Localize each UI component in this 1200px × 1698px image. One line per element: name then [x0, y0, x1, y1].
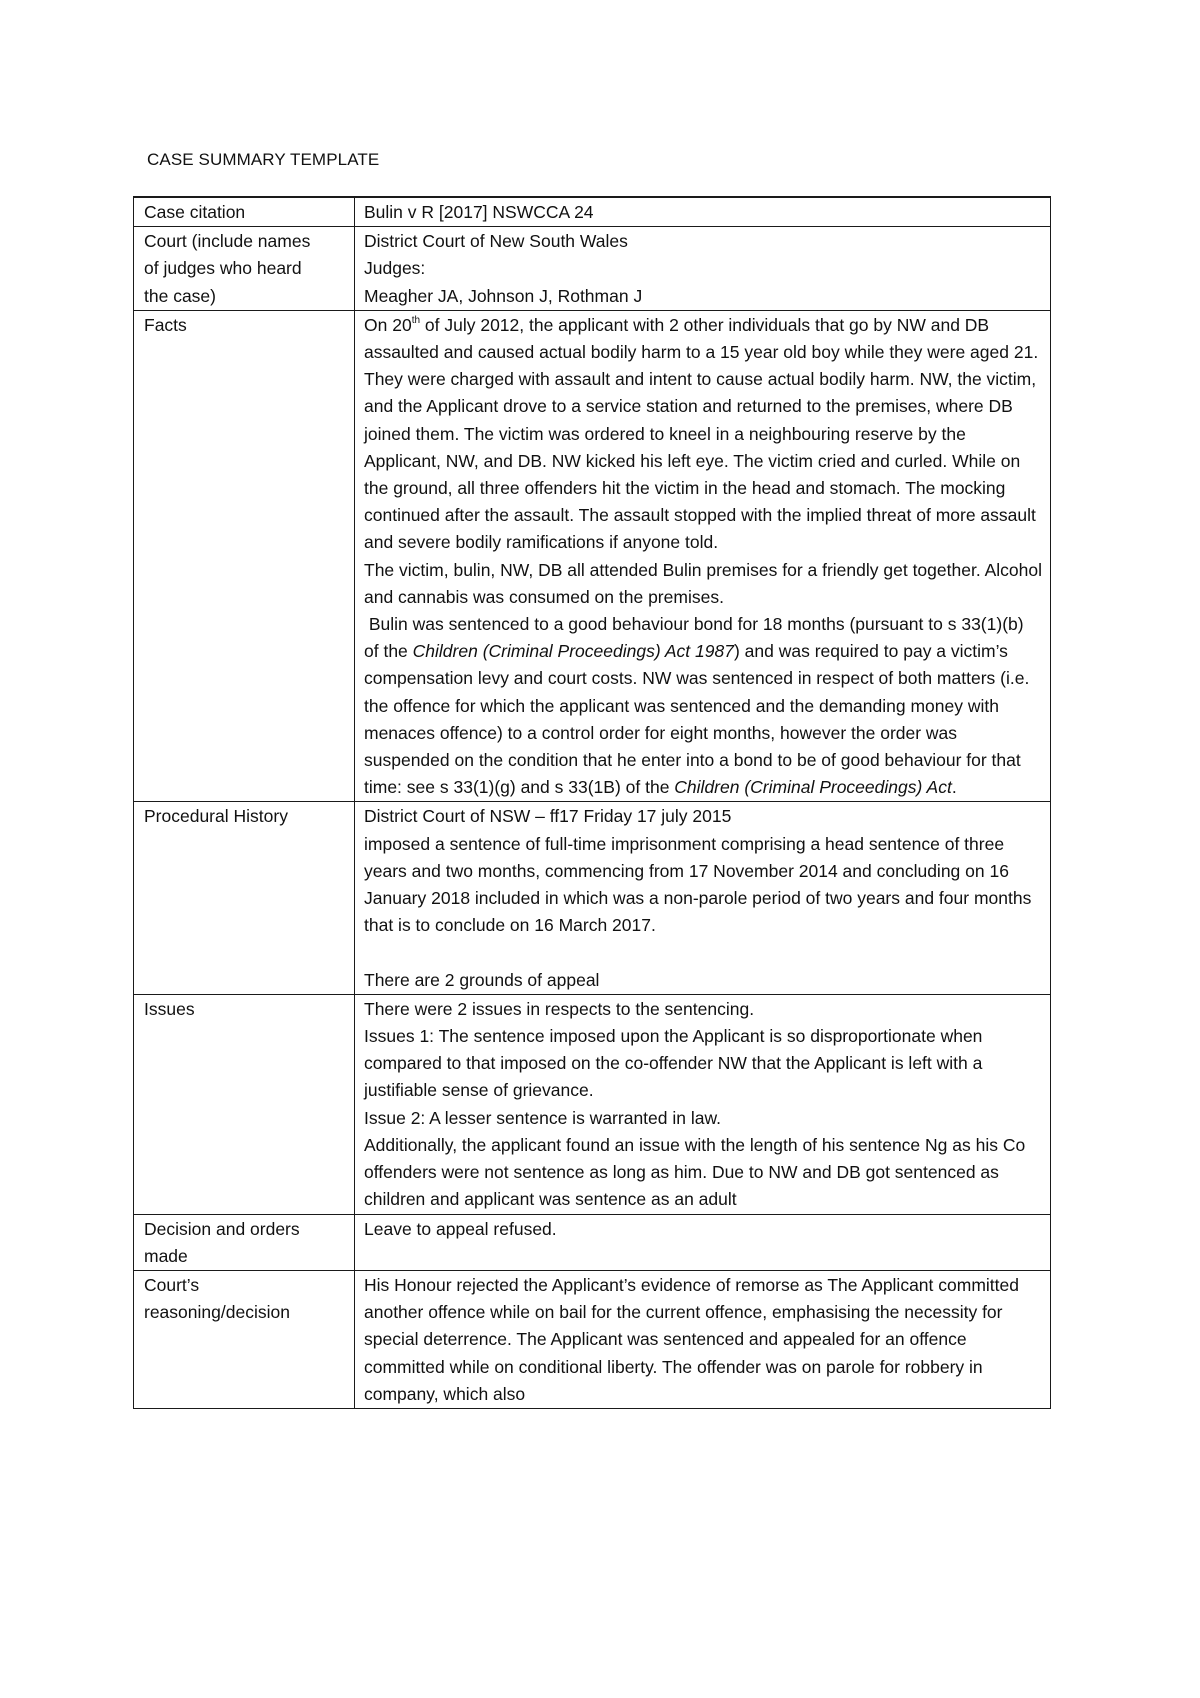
issues-label: Issues	[134, 994, 355, 1214]
decision-value: Leave to appeal refused.	[355, 1214, 1051, 1270]
facts-p3-mid: ) and was required to pay a victim’s compensation levy and court costs. NW was sentenced in respect of both matters (i.e. the offence for which the applicant was sentenced and the demanding money with menaces offence) to a control order for eight months, however the order was suspended on the condition that he enter into a bond to be of good behaviour for that time: see s 33(1)(g) and s 33(1B) of the	[364, 641, 1035, 798]
table-row-decision	[134, 1214, 1051, 1270]
issues-paragraph-4: Additionally, the applicant found an issue with the length of his sentence Ng as his Co offenders were not sentence as long as him. Due to NW and DB got sentenced as children and applicant was sentence as an adult	[364, 1134, 1031, 1210]
procedural-paragraph-2: imposed a sentence of full-time imprisonment comprising a head sentence of three years and two months, commencing from 17 November 2014 and concluding on 16 January 2018 included in which was a non-parole period of two years and four months that is to conclude on 16 March 2017.	[364, 833, 1037, 936]
procedural-blank-line	[364, 939, 1042, 966]
table-row-facts	[134, 310, 1051, 802]
court-label-line: Court (include names	[144, 231, 311, 252]
table-row-reasoning	[134, 1270, 1051, 1408]
facts-label: Facts	[134, 310, 355, 802]
facts-p3-act-title: Children (Criminal Proceedings) Act 1987	[412, 641, 734, 662]
facts-paragraph-2: The victim, bulin, NW, DB all attended Bulin premises for a friendly get together. Alcohol and cannabis was consumed on the premises.	[364, 559, 1047, 607]
facts-paragraph-3	[364, 611, 1042, 801]
issues-paragraph-3: Issue 2: A lesser sentence is warranted in law.	[364, 1107, 721, 1128]
procedural-history-label: Procedural History	[134, 802, 355, 994]
issues-paragraph-1: There were 2 issues in respects to the sentencing.	[364, 998, 755, 1019]
case-summary-table	[133, 196, 1051, 1409]
table-row-court	[134, 227, 1051, 311]
table-row-issues	[134, 994, 1051, 1214]
issues-value	[355, 994, 1051, 1214]
issues-paragraph-2: Issues 1: The sentence imposed upon the Applicant is so disproportionate when compared to that imposed on the co-offender NW that the Applicant is left with a justifiable sense of grievance.	[364, 1026, 988, 1101]
court-label-line: the case)	[144, 285, 216, 306]
page-title: CASE SUMMARY TEMPLATE	[147, 150, 380, 169]
facts-p1-superscript: th	[411, 314, 421, 326]
procedural-paragraph-1: District Court of NSW – ff17 Friday 17 july 2015	[364, 806, 732, 827]
court-value-line: Meagher JA, Johnson J, Rothman J	[364, 285, 643, 306]
citation-label: Case citation	[134, 197, 355, 227]
facts-p1-post: of July 2012, the applicant with 2 other individuals that go by NW and DB assaulted and caused actual bodily harm to a 15 year old boy while they were aged 21. They were charged with assault and intent to cause actual bodily harm. NW, the victim, and the Applicant drove to a service station and returned to the premises, where DB joined them. The victim was ordered to kneel in a neighbouring reserve by the Applicant, NW, and DB. NW kicked his left eye. The victim cried and curled. While on the ground, all three offenders hit the victim in the head and stomach. The mocking continued after the assault. The assault stopped with the implied threat of more assault and severe bodily ramifications if anyone told.	[364, 314, 1043, 553]
citation-value: Bulin v R [2017] NSWCCA 24	[355, 197, 1051, 227]
table-row-citation	[134, 197, 1051, 227]
reasoning-value: His Honour rejected the Applicant’s evidence of remorse as The Applicant committed another offence while on bail for the current offence, emphasising the necessity for special deterrence. The Applicant was sentenced and appealed for an offence committed while on conditional liberty. The offender was on parole for robbery in company, which also	[355, 1270, 1051, 1408]
court-value-line: Judges:	[364, 258, 426, 279]
court-label	[134, 227, 355, 311]
decision-label	[134, 1214, 355, 1270]
procedural-history-value	[355, 802, 1051, 994]
procedural-paragraph-3: There are 2 grounds of appeal	[364, 969, 600, 990]
facts-p3-act-title-2: Children (Criminal Proceedings) Act	[674, 777, 952, 798]
facts-p1-pre: On 20	[364, 314, 412, 335]
reasoning-label-line: reasoning/decision	[144, 1302, 290, 1323]
court-value	[355, 227, 1051, 311]
facts-p3-end: .	[951, 777, 957, 798]
facts-value	[355, 310, 1051, 802]
facts-p3-pre: Bulin was sentenced to a good behaviour bond for 18 months (pursuant to s 33(1)(b) of the	[364, 614, 1029, 662]
reasoning-label-line: Court’s	[144, 1274, 200, 1295]
facts-paragraph-1	[364, 312, 1042, 557]
decision-label-line: made	[144, 1245, 188, 1266]
court-value-line: District Court of New South Wales	[364, 231, 628, 252]
court-label-line: of judges who heard	[144, 258, 302, 279]
decision-label-line: Decision and orders	[144, 1218, 300, 1239]
table-row-procedural-history	[134, 802, 1051, 994]
reasoning-label	[134, 1270, 355, 1408]
